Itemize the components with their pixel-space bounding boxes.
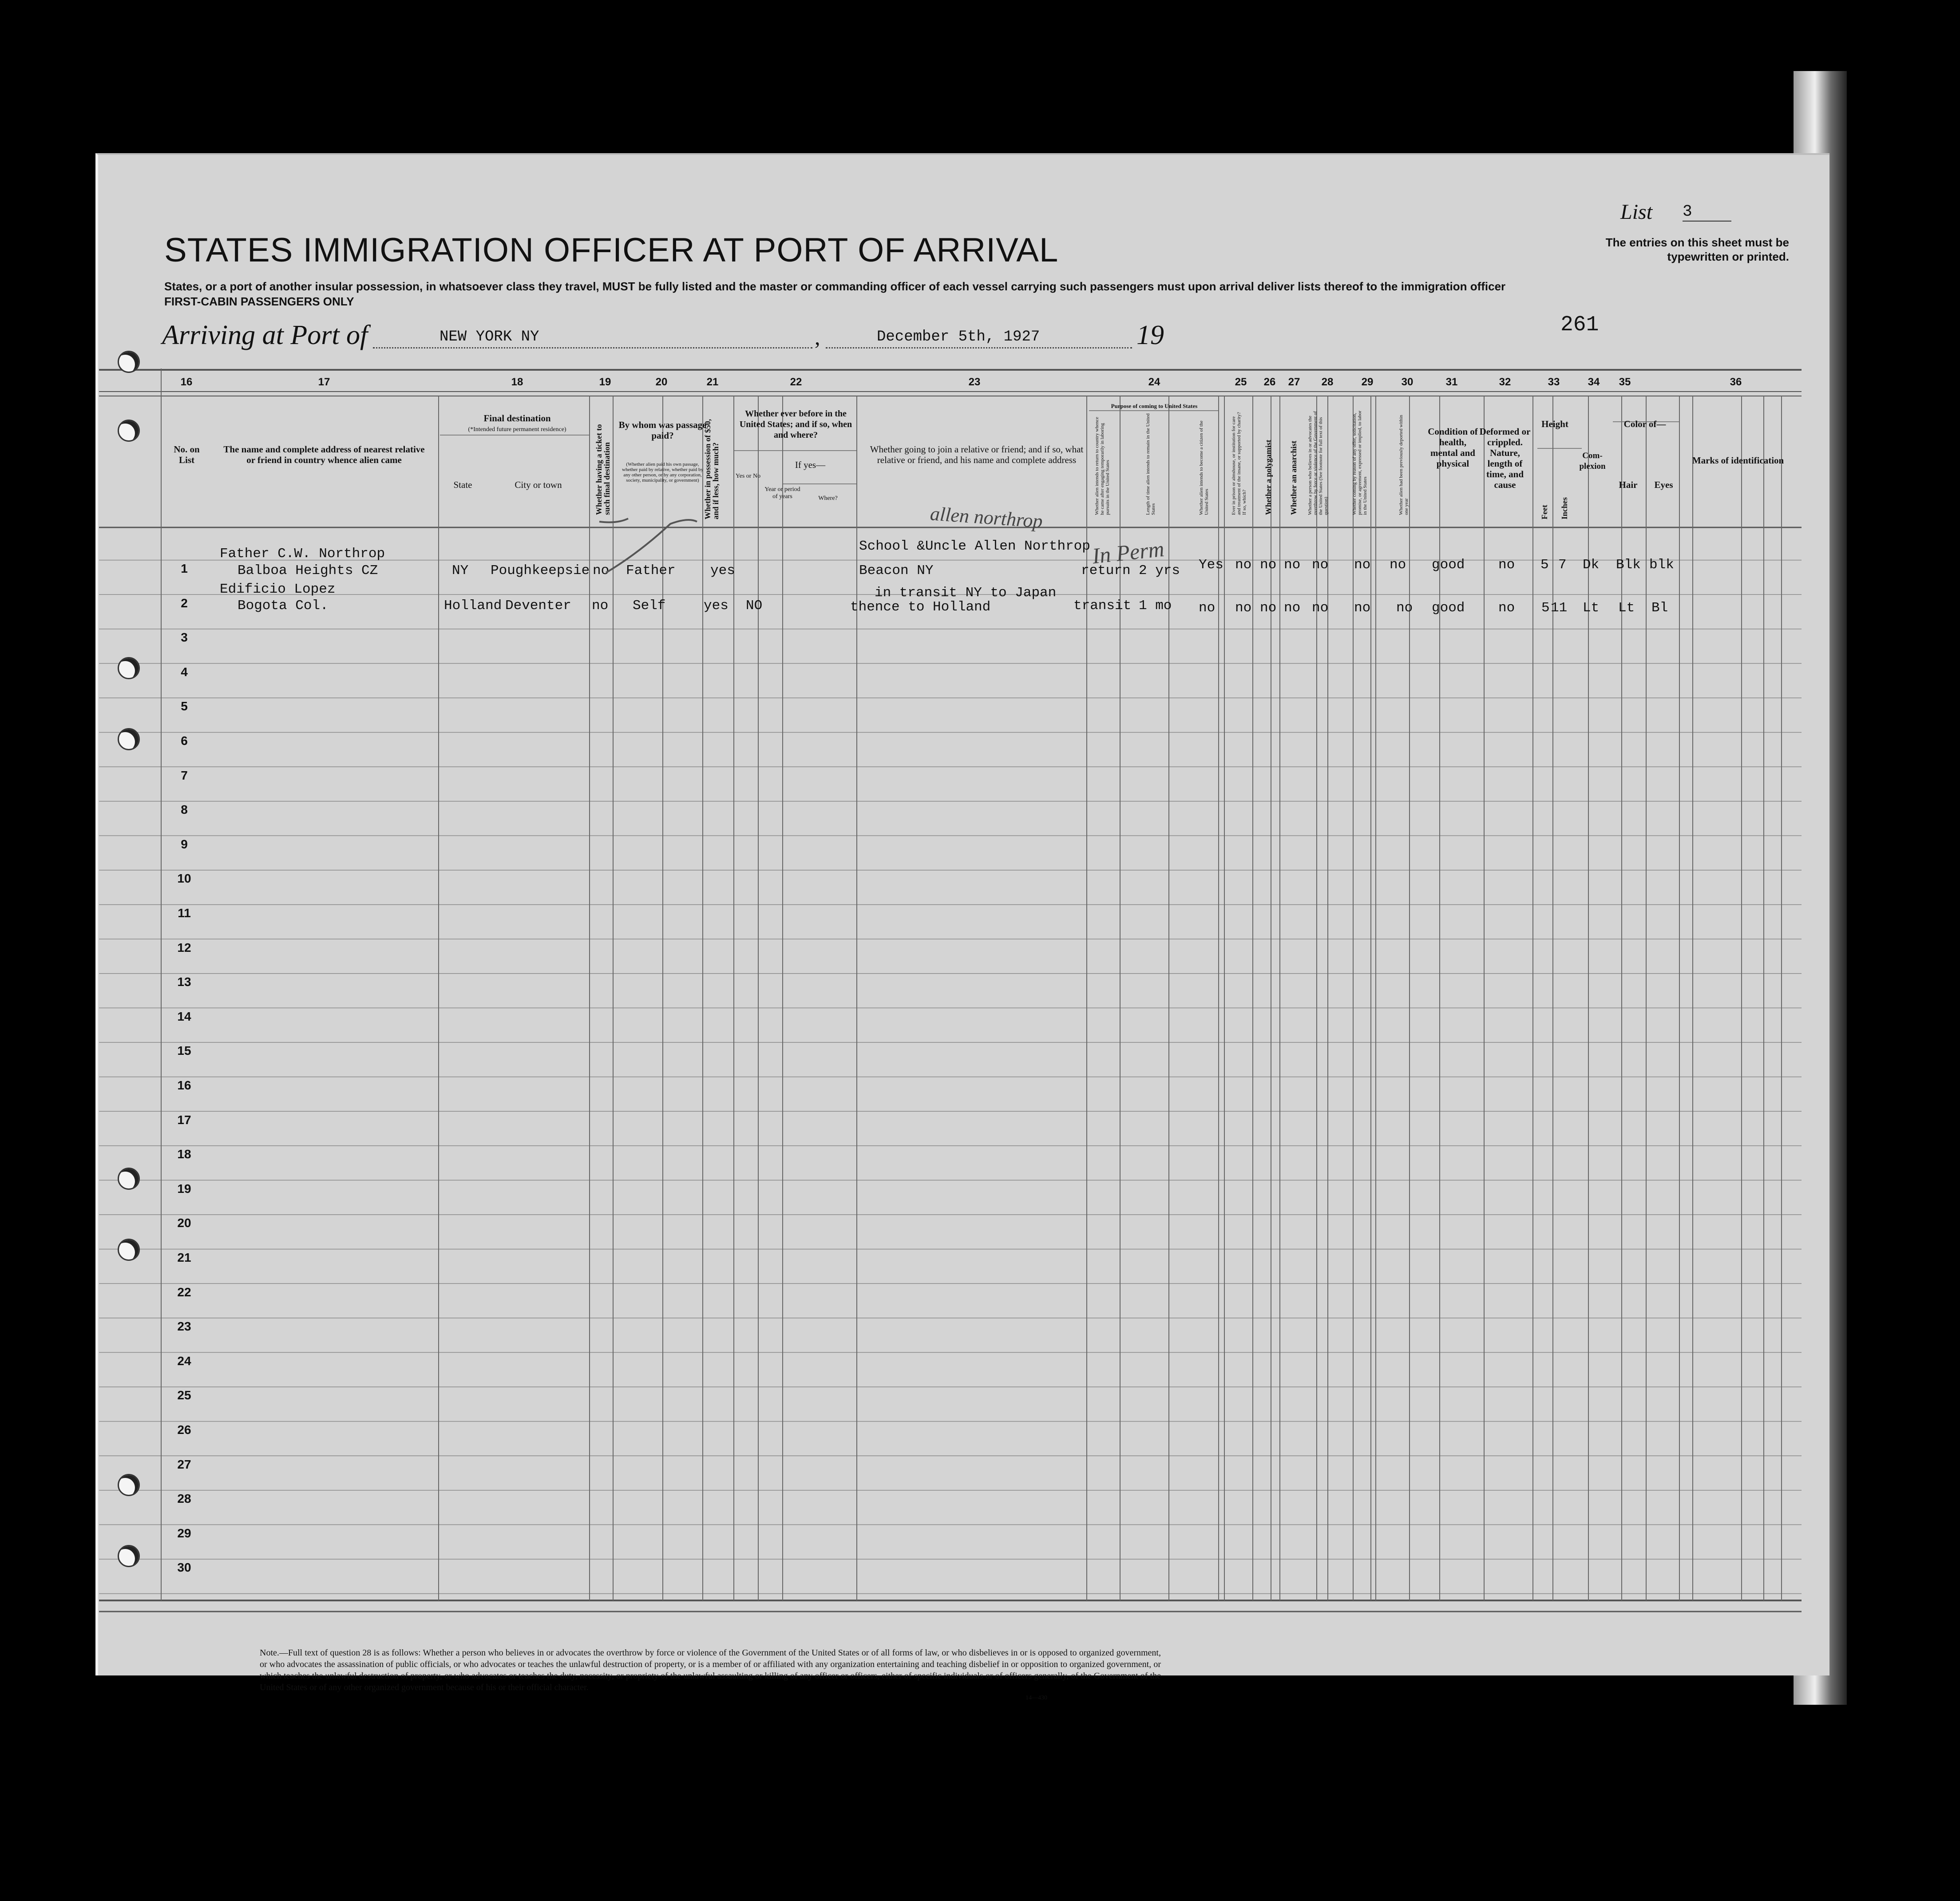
fifty-dollars: yes [704,598,729,614]
join-relative-line1: School &Uncle Allen Northrop [859,539,1090,554]
binder-hole [118,728,140,750]
header-year-period: Year or period of years [764,486,800,500]
height-inches: 11 [1551,600,1568,616]
ticket: no [592,598,609,614]
header-final-destination-note: (*Intended future permanent residence) [468,426,566,433]
col-num-34: 34 [1588,376,1600,388]
row-number: 10 [177,871,191,886]
join-relative-line2: Beacon NY [859,563,934,578]
purpose-length: 2 yrs [1139,563,1180,578]
col-num-24: 24 [1148,376,1160,388]
header-relative-address: The name and complete address of nearest relative or friend in country whence alien came [223,444,425,465]
row-number: 22 [177,1285,191,1299]
binder-hole [118,1545,140,1567]
col-num-21: 21 [706,376,719,388]
col-num-16: 16 [180,376,193,388]
polygamist: no [1260,600,1277,616]
health: good [1432,600,1465,616]
row-number: 19 [177,1181,191,1196]
row-number: 26 [177,1423,191,1437]
relative-line2: Balboa Heights CZ [238,563,378,578]
header-where: Where? [818,495,838,502]
paid-by: Self [633,598,666,614]
header-purpose: Purpose of coming to United States [1111,403,1198,409]
row-number: 12 [177,940,191,954]
join-relative-line2: thence to Holland [850,599,991,615]
relative-line1: Father C.W. Northrop [220,546,385,562]
relative-line1: Edificio Lopez [220,582,336,597]
header-height: Height [1541,419,1568,429]
header-purpose-length: Length of time alien intends to remain in the United States [1145,413,1156,515]
port-line [373,346,812,349]
col-num-36: 36 [1730,376,1742,388]
purpose-return: return [1081,563,1131,578]
col-num-19: 19 [599,376,611,388]
row-number: 11 [178,906,191,920]
binder-hole [118,420,140,442]
header-purpose-return: Whether alien intends to return to country whence he came after engaging temporarily in laboring pursuits in the United States [1094,417,1110,515]
complexion: Lt [1583,600,1600,616]
row-number: 14 [177,1009,191,1023]
header-eyes: Eyes [1654,479,1673,490]
arriving-label: Arriving at Port of [162,320,368,350]
deformed: no [1498,557,1515,573]
health: good [1432,557,1465,573]
header-deported: Whether alien had been previously deported within one year [1398,415,1409,515]
before-yes-no: NO [746,598,763,614]
row-number: 6 [181,734,188,748]
height-inches: 7 [1558,557,1567,573]
arrival-date: December 5th, 1927 [877,329,1040,345]
handwritten-annotation: In Perm [1091,536,1165,569]
binder-hole [118,1168,140,1190]
col-num-30: 30 [1401,376,1414,388]
form-number: 14—430 [1026,1695,1047,1701]
row-number: 1 [181,562,188,575]
typewritten-instruction: The entries on this sheet must be typewritten or printed. [1605,236,1789,263]
date-line [826,346,1132,349]
deported: no [1390,557,1406,573]
row-number: 2 [181,596,188,610]
height-feet: 5 [1541,600,1550,616]
purpose-length: 1 mo [1139,598,1172,614]
header-state: State [453,479,472,490]
fifty-dollars: yes [710,563,735,578]
state: Holland [444,598,502,614]
join-relative-line1: in transit NY to Japan [875,585,1057,601]
header-ticket: Whether having a ticket to such final destination [594,424,611,515]
header-hair: Hair [1619,479,1638,490]
header-purpose-citizen: Whether alien intends to become a citizen of the United States [1199,420,1209,515]
col-num-27: 27 [1288,376,1300,388]
anarchist: no [1284,557,1301,573]
row-number: 3 [181,630,188,645]
header-inches: Inches [1560,497,1569,519]
comma: , [815,325,820,349]
page-title: STATES IMMIGRATION OFFICER AT PORT OF ARRIVAL [164,231,1059,269]
height-feet: 5 [1540,557,1549,573]
row-number: 18 [177,1147,191,1161]
contract: no [1354,557,1371,573]
year-prefix: 19 [1136,320,1164,350]
purpose-citizen: Yes [1199,557,1224,573]
row-number: 9 [181,837,188,851]
header-paid-by-note: (Whether alien paid his own passage, whether paid by relative, whether paid by any other person, or by any corporation, society, municipality, or government) [622,462,703,483]
row-number: 4 [181,665,188,679]
header-final-destination: Final destination [483,413,551,424]
header-fifty-dollars: Whether in possession of $50, and if less, how much? [703,419,720,519]
row-number: 23 [177,1319,191,1334]
passenger-class-line: FIRST-CABIN PASSENGERS ONLY [164,295,354,308]
hair: Lt [1618,600,1635,616]
col-num-22: 22 [790,376,802,388]
purpose-return: transit [1073,598,1132,614]
header-health: Condition of health, mental and physical [1428,426,1478,469]
row-number: 29 [177,1526,191,1540]
prison: no [1235,600,1252,616]
col-num-29: 29 [1361,376,1374,388]
city: Deventer [505,598,571,614]
binder-hole [118,1474,140,1496]
handwritten-annotation: allen northrop [929,503,1044,532]
port-value: NEW YORK NY [440,329,539,345]
header-feet: Feet [1540,505,1549,519]
row-number: 7 [181,768,188,782]
page-number: 261 [1560,313,1599,337]
header-contract: Whether coming by reason of any offer, solicitation, promise, or agreement, expressed or implied, to labor in the United States [1352,410,1368,515]
binder-hole [118,351,140,373]
row-number: 13 [177,975,191,989]
row-number: 8 [181,803,188,817]
hair: Blk [1616,557,1641,573]
header-yes-no: Yes or No [735,473,761,479]
col-num-31: 31 [1445,376,1458,388]
deported: no [1396,600,1413,616]
header-complexion: Com-plexion [1579,451,1606,471]
header-join-relative: Whether going to join a relative or friend; and if so, what relative or friend, and his name and complete address [870,444,1084,465]
row-number: 17 [177,1113,191,1127]
row-number: 24 [177,1354,191,1368]
deformed: no [1498,600,1515,616]
ticket: no [593,563,610,578]
instructions-line: States, or a port of another insular possession, in whatsoever class they travel, MUST be fully listed and the master or commanding officer of each vessel carrying such passengers must upon arrival deliver lists thereof to the immigration officer [164,280,1506,293]
relative-line2: Bogota Col. [238,598,329,614]
row-number: 16 [177,1078,191,1092]
city: Poughkeepsie [491,563,590,578]
list-label: List [1620,200,1653,224]
header-paid-by: By whom was passage paid? [618,420,707,441]
col-num-32: 32 [1499,376,1511,388]
col-num-18: 18 [511,376,523,388]
purpose-citizen: no [1199,600,1216,616]
col-num-26: 26 [1263,376,1276,388]
footnote: Note.—Full text of question 28 is as follows: Whether a person who believes in or advocates the overthrow by force or violence of the Government of the United States or of all forms of law, or who disbelieves in or is opposed to organized government, or who advocates the assassination of public officials, or who advocates or teaches the unlawful destruction of property, or is a member of or affiliated with any organization entertaining and teaching disbelief in or opposition to organized government, or which teaches the unlawful destruction of property, or who advocates or teaches the duty, necessity, or propriety of the unlawful assaulting or killing of any officer or officers, either of specific individuals or of officers generally, of the Government of the United States or of any other organized government because of his or their official character. [260,1648,1161,1692]
prison: no [1235,557,1252,573]
header-if-yes: If yes— [795,459,826,470]
eyes: Bl [1651,600,1668,616]
handwritten-check-marks [590,511,741,599]
complexion: Dk [1583,557,1600,573]
header-prison: Ever in prison or almshouse, or institution for care and treatment of the insane, or supported by charity? If so, which? [1231,412,1247,515]
overthrow: no [1312,557,1329,573]
col-num-17: 17 [318,376,330,388]
contract: no [1354,600,1371,616]
row-number: 5 [181,699,188,713]
header-color-of: Color of— [1623,419,1666,429]
col-num-25: 25 [1235,376,1247,388]
header-overthrow: Whether a person who believes in or advocates the overthrow by force or violence of the Government of the United States (See footnote for full text of this question) [1307,411,1329,515]
header-no-on-list: No. on List [174,444,200,465]
header-deformed: Deformed or crippled. Nature, length of time, and cause [1479,426,1531,490]
col-num-23: 23 [968,376,981,388]
row-number: 21 [177,1251,191,1264]
header-polygamist: Whether a polygamist [1264,440,1273,515]
col-num-33: 33 [1548,376,1560,388]
row-number: 20 [177,1216,191,1230]
row-number: 15 [177,1044,191,1058]
overthrow: no [1312,600,1329,616]
binder-hole [118,657,140,679]
eyes: blk [1649,557,1674,573]
header-before-in-us: Whether ever before in the United States; and if so, when and where? [739,409,852,440]
row-number: 30 [177,1560,191,1575]
state: NY [452,563,469,578]
col-num-35: 35 [1619,376,1631,388]
row-number: 27 [177,1457,191,1471]
col-num-28: 28 [1321,376,1334,388]
binder-hole [118,1239,140,1261]
header-city: City or town [515,479,562,490]
list-number: 3 [1683,202,1731,222]
row-number: 25 [177,1388,191,1402]
col-num-20: 20 [655,376,668,388]
header-marks: Marks of identification [1692,455,1784,466]
polygamist: no [1260,557,1277,573]
paid-by: Father [626,563,676,578]
row-number: 28 [177,1492,191,1506]
header-anarchist: Whether an anarchist [1289,440,1298,515]
anarchist: no [1284,600,1301,616]
